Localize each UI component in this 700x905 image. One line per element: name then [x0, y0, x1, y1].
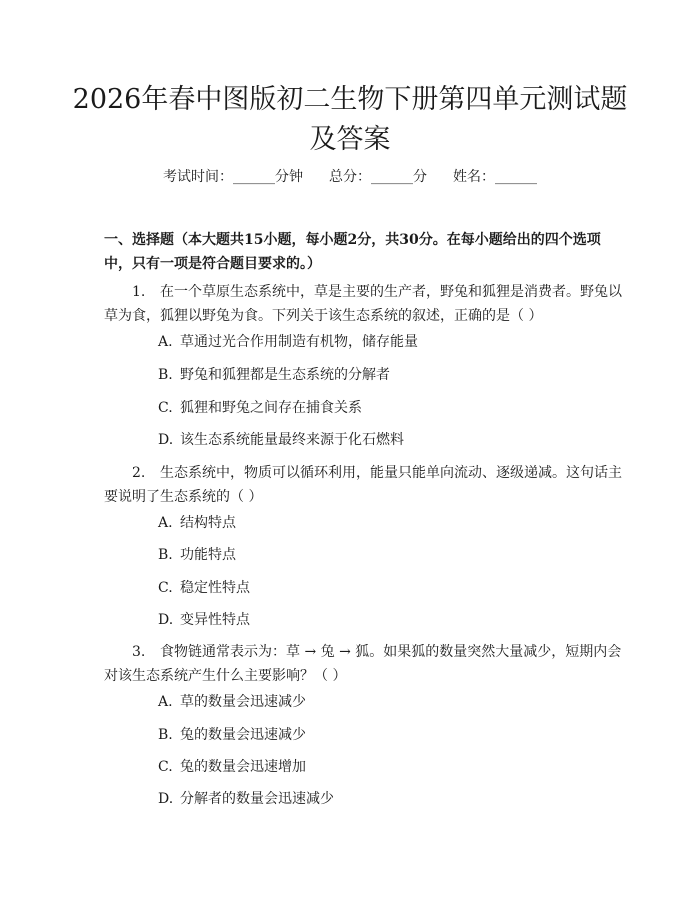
- question-number: 1.: [132, 284, 146, 300]
- student-name-label: 姓名：______: [453, 169, 537, 185]
- option-letter: C.: [158, 400, 173, 416]
- option-text: 分解者的数量会迅速减少: [180, 791, 334, 807]
- option-2d: [158, 610, 618, 630]
- question-number: 3.: [132, 644, 146, 660]
- exam-meta: [0, 166, 700, 186]
- question-text: 在一个草原生态系统中，草是主要的生产者，野兔和狐狸是消费者。野兔以草为食，狐狸以野兔为食。下列关于该生态系统的叙述，正确的是（ ）: [104, 284, 622, 324]
- option-letter: A.: [158, 694, 173, 710]
- option-1d: [158, 430, 618, 450]
- question-text: 生态系统中，物质可以循环利用，能量只能单向流动、逐级递减。这句话主要说明了生态系统的（ ）: [104, 465, 622, 505]
- option-1b: [158, 365, 618, 385]
- question-1: [104, 280, 624, 328]
- option-text: 草的数量会迅速减少: [180, 694, 306, 710]
- total-score-label: 总分：______分: [329, 169, 427, 185]
- option-letter: C.: [158, 580, 173, 596]
- exam-time-label: 考试时间：______分钟: [163, 169, 303, 185]
- question-2: [104, 461, 624, 509]
- option-letter: A.: [158, 334, 173, 350]
- option-text: 兔的数量会迅速增加: [180, 759, 306, 775]
- option-text: 野兔和狐狸都是生态系统的分解者: [180, 367, 390, 383]
- option-2b: [158, 545, 618, 565]
- option-3b: [158, 725, 618, 745]
- option-letter: D.: [158, 432, 174, 448]
- option-letter: D.: [158, 791, 174, 807]
- option-text: 该生态系统能量最终来源于化石燃料: [180, 432, 404, 448]
- question-text: 食物链通常表示为：草 → 兔 → 狐。如果狐的数量突然大量减少，短期内会对该生态系统产生什么主要影响？（ ）: [104, 644, 622, 684]
- option-text: 狐狸和野兔之间存在捕食关系: [180, 400, 362, 416]
- option-text: 结构特点: [180, 515, 236, 531]
- option-2c: [158, 578, 618, 598]
- page-title: 2026年春中图版初二生物下册第四单元测试题及答案: [72, 84, 628, 155]
- option-1a: [158, 332, 618, 352]
- option-text: 草通过光合作用制造有机物，储存能量: [180, 334, 418, 350]
- option-3d: [158, 789, 618, 809]
- option-text: 稳定性特点: [180, 580, 250, 596]
- question-3: [104, 640, 624, 688]
- option-letter: A.: [158, 515, 173, 531]
- option-letter: B.: [158, 547, 173, 563]
- option-2a: [158, 513, 618, 533]
- option-1c: [158, 398, 618, 418]
- option-3a: [158, 692, 618, 712]
- option-text: 兔的数量会迅速减少: [180, 727, 306, 743]
- option-letter: B.: [158, 367, 173, 383]
- option-letter: C.: [158, 759, 173, 775]
- question-number: 2.: [132, 465, 146, 481]
- option-letter: B.: [158, 727, 173, 743]
- option-text: 变异性特点: [180, 612, 250, 628]
- option-text: 功能特点: [180, 547, 236, 563]
- option-letter: D.: [158, 612, 174, 628]
- section-heading: 一、选择题（本大题共15小题，每小题2分，共30分。在每小题给出的四个选项中，只有一项是符合题目要求的。）: [104, 232, 601, 272]
- option-3c: [158, 757, 618, 777]
